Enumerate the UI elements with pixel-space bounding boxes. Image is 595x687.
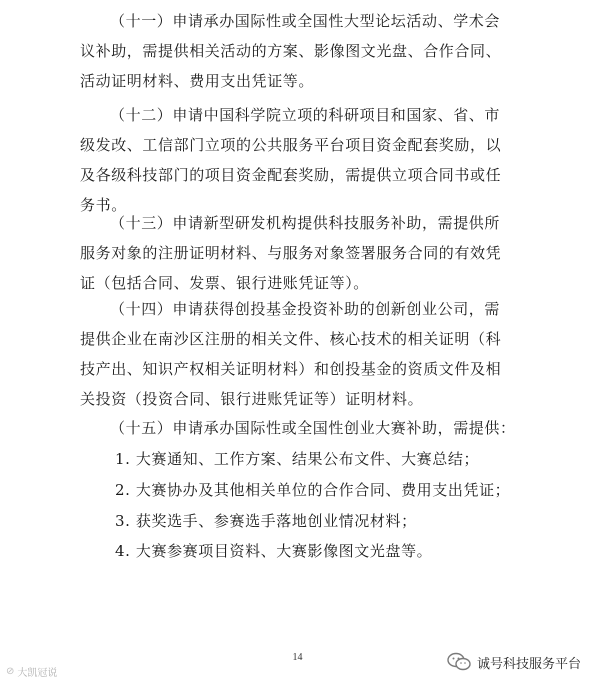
paragraph-15 xyxy=(80,413,530,443)
paragraph-line: 服务对象的注册证明材料、与服务对象签署服务合同的有效凭 xyxy=(80,244,502,262)
left-watermark-text: 大凯冠说 xyxy=(17,668,58,679)
paragraph-line: 议补助，需提供相关活动的方案、影像图文光盘、合作合同、 xyxy=(80,42,502,60)
paragraph-12 xyxy=(80,100,530,220)
list-item: 2. 大赛协办及其他相关单位的合作合同、费用支出凭证； xyxy=(115,481,511,499)
paragraph-line: 证（包括合同、发票、银行进账凭证等）。 xyxy=(80,274,369,292)
paragraph-line: 提供企业在南沙区注册的相关文件、核心技术的相关证明（科 xyxy=(80,330,502,348)
paragraph-line: （十五）申请承办国际性或全国性创业大赛补助，需提供： xyxy=(110,419,516,437)
right-watermark-text: 诚号科技服务平台 xyxy=(476,656,581,672)
page-number: 14 xyxy=(292,652,303,663)
paragraph-line: 关投资（投资合同、银行进账凭证等）证明材料。 xyxy=(80,390,424,408)
left-watermark xyxy=(6,664,57,679)
list-item: 3. 获奖选手、参赛选手落地创业情况材料； xyxy=(115,512,417,530)
paragraph-13 xyxy=(80,208,530,298)
paragraph-line: 及各级科技部门的项目资金配套奖励，需提供立项合同书或任 xyxy=(80,166,502,184)
wechat-icon xyxy=(447,652,471,672)
paragraph-14 xyxy=(80,294,530,414)
paragraph-line: 务书。 xyxy=(80,196,127,214)
right-watermark xyxy=(447,652,581,672)
paragraph-line: 活动证明材料、费用支出凭证等。 xyxy=(80,72,315,90)
paragraph-line: （十二）申请中国科学院立项的科研项目和国家、省、市 xyxy=(110,106,501,124)
list-item: 4. 大赛参赛项目资料、大赛影像图文光盘等。 xyxy=(115,542,433,560)
list-item: 1. 大赛通知、工作方案、结果公布文件、大赛总结； xyxy=(115,450,480,468)
paragraph-line: （十三）申请新型研发机构提供科技服务补助，需提供所 xyxy=(110,214,501,232)
paragraph-line: （十一）申请承办国际性或全国性大型论坛活动、学术会 xyxy=(110,12,501,30)
paragraph-line: （十四）申请获得创投基金投资补助的创新创业公司，需 xyxy=(110,300,501,318)
paragraph-line: 技产出、知识产权相关证明材料）和创投基金的资质文件及相 xyxy=(80,360,502,378)
watermark-logo-icon: ⊘ xyxy=(6,666,15,677)
paragraph-11 xyxy=(80,6,530,96)
paragraph-line: 级发改、工信部门立项的公共服务平台项目资金配套奖励，以 xyxy=(80,136,502,154)
